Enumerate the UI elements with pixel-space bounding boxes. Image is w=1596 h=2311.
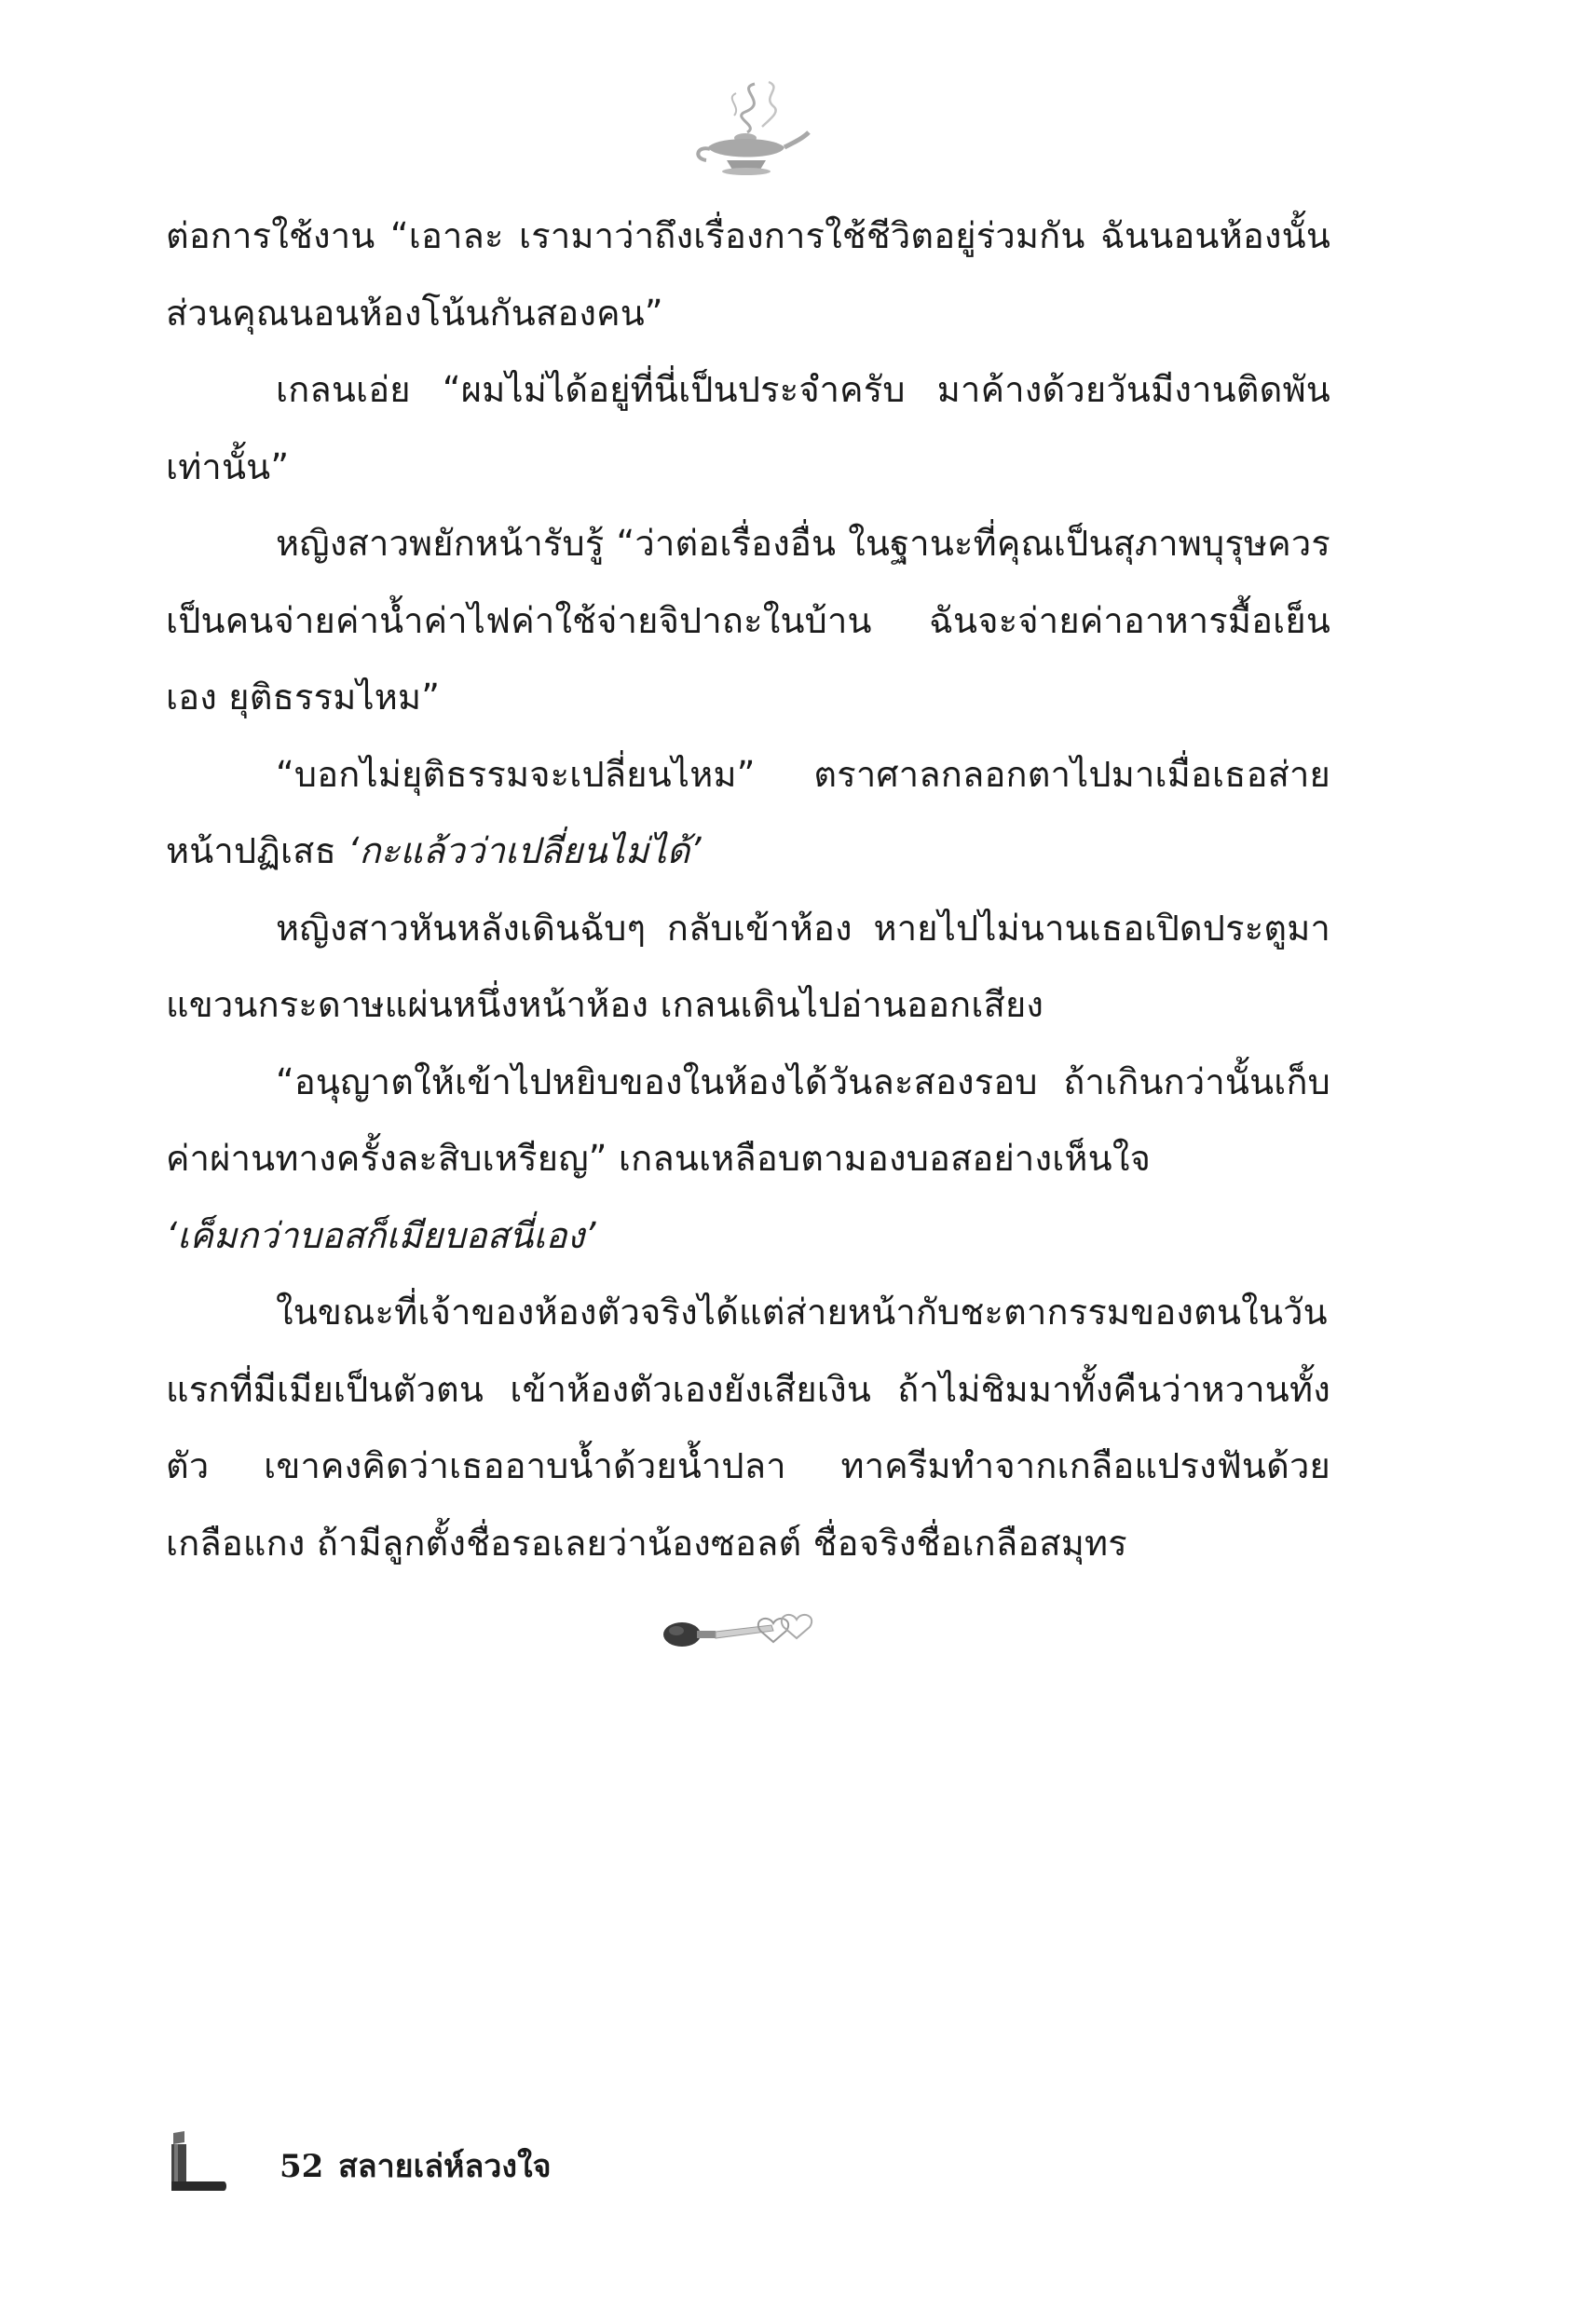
makeup-brush-hearts-icon <box>662 1603 829 1659</box>
paragraph: “บอกไม่ยุติธรรมจะเปลี่ยนไหม” ตราศาลกลอกตาไปมาเมื่อเธอส่ายหน้าปฏิเสธ ‘กะแล้วว่าเปลี่ยนไม่ได้’ <box>166 753 1330 871</box>
lipstick-icon <box>166 2129 231 2195</box>
paragraph: “อนุญาตให้เข้าไปหยิบของในห้องได้วันละสองรอบ ถ้าเกินกว่านั้นเก็บค่าผ่านทางครั้งละสิบเหรียญ” เกลนเหลือบตามองบอสอย่างเห็นใจ <box>166 1060 1330 1179</box>
paragraph: เกลนเอ่ย “ผมไม่ได้อยู่ที่นี่เป็นประจำครับ มาค้างด้วยวันมีงานติดพันเท่านั้น” <box>166 369 1330 487</box>
paragraph: ในขณะที่เจ้าของห้องตัวจริงได้แต่ส่ายหน้ากับชะตากรรมของตนในวันแรกที่มีเมียเป็นตัวตน เข้าห้องตัวเองยังเสียเงิน ถ้าไม่ชิมมาทั้งคืนว่าหวานทั้งตัว เขาคงคิดว่าเธออาบน้ำด้วยน้ำปลา ทาครีมทำจากเกลือแปรงฟันด้วยเกลือแกง ถ้ามีลูกตั้งชื่อรอเลยว่าน้องซอลต์ ชื่อจริงชื่อเกลือสมุทร <box>166 1292 1330 1564</box>
book-title: สลายเล่ห์ลวงใจ <box>338 2148 552 2185</box>
paragraph: ต่อการใช้งาน “เอาละ เรามาว่าถึงเรื่องการใช้ชีวิตอยู่ร่วมกัน ฉันนอนห้องนั้น ส่วนคุณนอนห้องโน้นกันสองคน” <box>166 215 1330 334</box>
italic-thought: ‘กะแล้วว่าเปลี่ยนไม่ได้’ <box>348 830 702 871</box>
page-number: 52 <box>280 2148 324 2185</box>
page-footer <box>166 2129 725 2195</box>
paragraph: หญิงสาวหันหลังเดินฉับๆ กลับเข้าห้อง หายไปไม่นานเธอเปิดประตูมาแขวนกระดาษแผ่นหนึ่งหน้าห้อง เกลนเดินไปอ่านออกเสียง <box>166 907 1330 1025</box>
paragraph: หญิงสาวพยักหน้ารับรู้ “ว่าต่อเรื่องอื่น ในฐานะที่คุณเป็นสุภาพบุรุษควรเป็นคนจ่ายค่าน้ำค่าไฟค่าใช้จ่ายจิปาถะในบ้าน ฉันจะจ่ายค่าอาหารมื้อเย็นเอง ยุติธรรมไหม” <box>166 523 1330 718</box>
body-text <box>166 198 1330 1581</box>
genie-lamp-icon <box>680 75 811 186</box>
italic-thought-line: ‘เค็มกว่าบอสก็เมียบอสนี่เอง’ <box>166 1214 596 1256</box>
